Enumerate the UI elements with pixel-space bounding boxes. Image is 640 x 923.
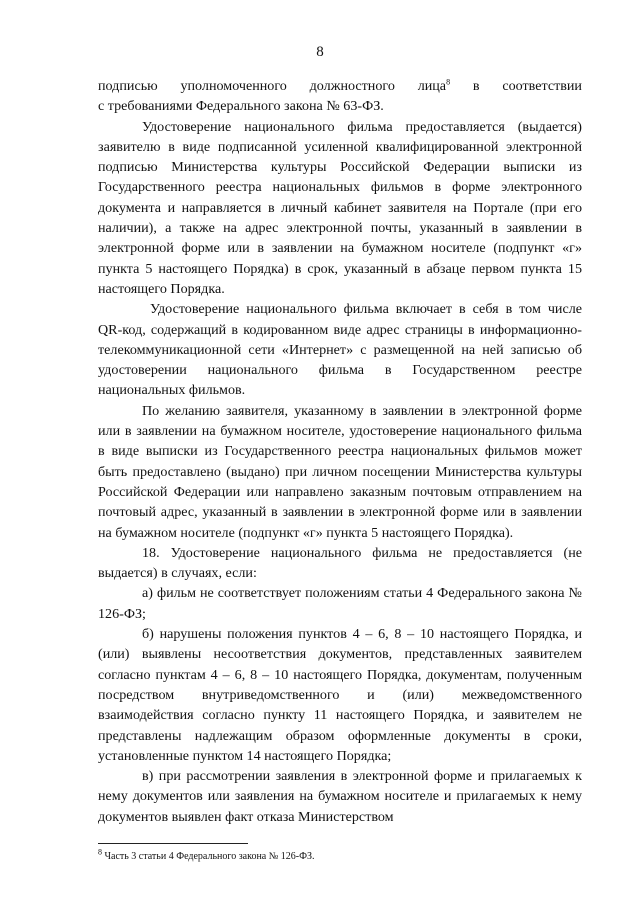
footnote-divider	[98, 843, 248, 844]
footnote	[98, 847, 578, 863]
footnote-text: Часть 3 статьи 4 Федерального закона № 126-ФЗ.	[104, 851, 315, 862]
word: в	[472, 78, 480, 94]
list-item-v: в) при рассмотрении заявления в электронной форме и прилагаемых к нему документов или заявления на бумажном носителе и прилагаемых к нему документов выявлен факт отказа Министерством	[98, 768, 582, 825]
word-with-footnote	[418, 76, 450, 96]
word: подписью	[98, 78, 158, 94]
page-number: 8	[316, 44, 324, 60]
paragraph-paper-delivery: По желанию заявителя, указанному в заявлении в электронной форме или в заявлении на бумажном носителе, удостоверение национального фильма в виде выписки из Государственного реестра национальных фильмов может быть предоставлено (выдано) при личном посещении Министерства культуры Российской Федерации или направлено заказным почтовым отправлением на почтовый адрес, указанный в заявлении в электронной форме или в заявлении на бумажном носителе (подпункт «г» пункта 5 настоящего Порядка).	[98, 402, 582, 541]
paragraph-certificate-issuance: Удостоверение национального фильма предоставляется (выдается) заявителю в виде подписанной усиленной квалифицированной электронной подписью Министерства культуры Российской Федерации выписки из Государственного реестра национальных фильмов в форме электронного документа и направляется в личный кабинет заявителя на Портале (при его наличии), а также на адрес электронной почты, указанный в заявлении в электронной форме или в заявлении на бумажном носителе (подпункт «г» пункта 5 настоящего Порядка) в срок, указанный в абзаце первом пункта 15 настоящего Порядка.	[98, 118, 582, 297]
footnote-mark: 8	[98, 847, 102, 857]
paragraph-18-refusal-cases: 18. Удостоверение национального фильма не предоставляется (не выдается) в случаях, если:	[98, 544, 582, 582]
word: лица	[417, 78, 447, 94]
word: уполномоченного	[180, 78, 287, 94]
list-item-b: б) нарушены положения пунктов 4 – 6, 8 – 10 настоящего Порядка, и (или) выявлены несоответствия документов, представленных заявителем согласно пунктам 4 – 6, 8 – 10 настоящего Порядка, документам, полученным посредством внутриведомственного и (или) межведомственного взаимодействия согласно пункту 11 настоящего Порядка, и заявителем не представлены надлежащим образом оформленные документы в сроки, установленные пунктом 14 настоящего Порядка;	[98, 626, 582, 764]
paragraph-continuation-rest: с требованиями Федерального закона № 63-ФЗ.	[98, 98, 384, 115]
footnote-reference[interactable]: 8	[446, 77, 451, 87]
word: соответствии	[502, 78, 582, 94]
paragraph-continuation-first-line	[98, 76, 582, 96]
word: должностного	[309, 78, 395, 94]
document-body	[98, 76, 582, 827]
paragraph-qr-code: Удостоверение национального фильма включает в себя в том числе QR-код, содержащий в кодированном виде адрес страницы в информационно-телекоммуникационной сети «Интернет» с размещенной на ней записью об удостоверении национального фильма в Государственном реестре национальных фильмов.	[98, 301, 582, 399]
list-item-a: а) фильм не соответствует положениям статьи 4 Федерального закона № 126-ФЗ;	[98, 585, 582, 622]
